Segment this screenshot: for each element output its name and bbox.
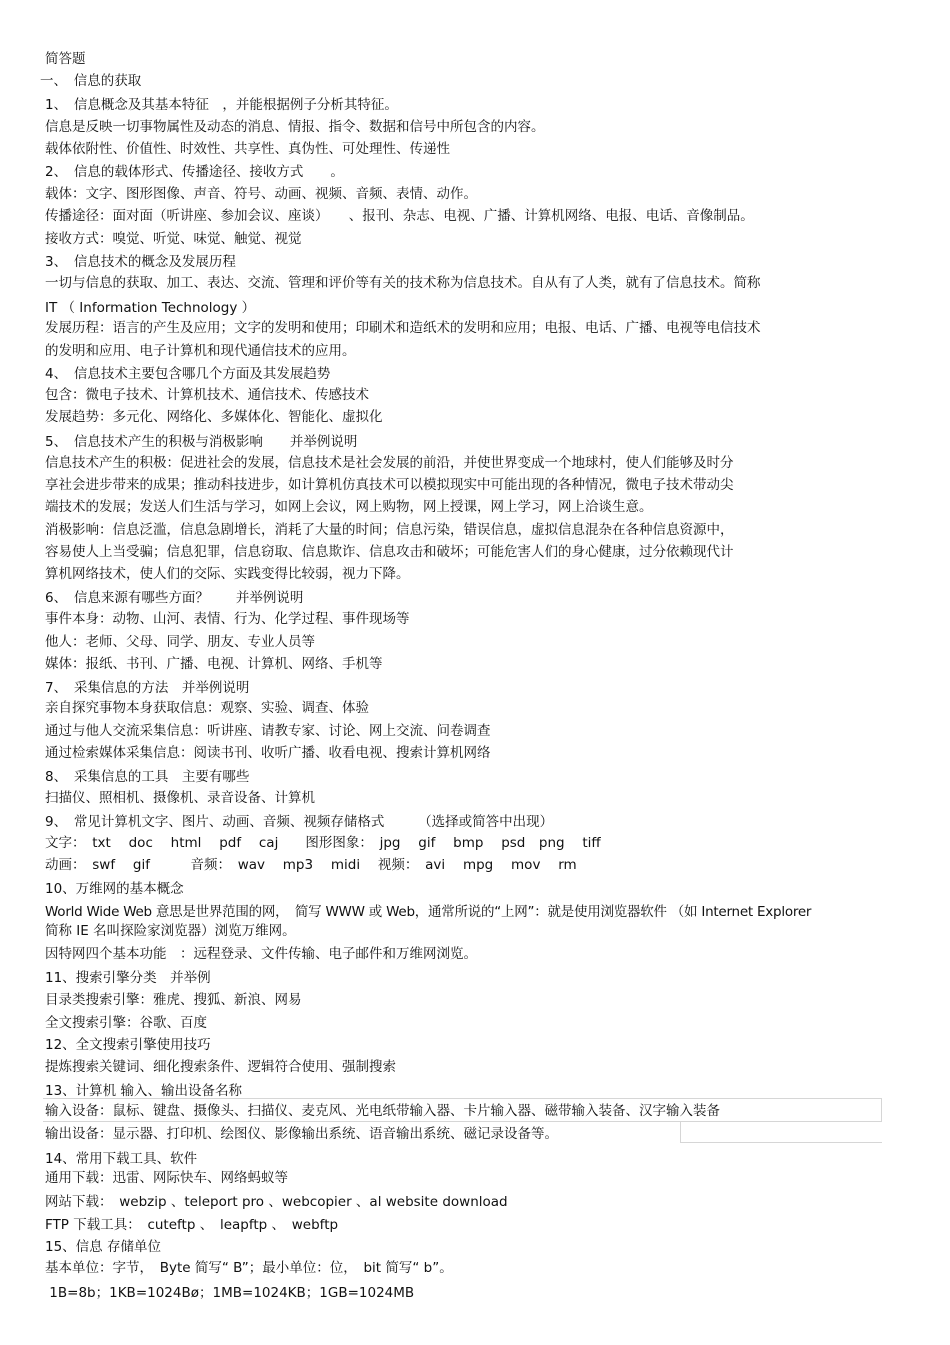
text-line: 传播途径：面对面（听讲座、参加会议、座谈） 、报刊、杂志、电视、广播、计算机网络、电报、电话、音像制品。 <box>45 208 754 224</box>
text-line: 文字： txt doc html pdf caj 图形图象： jpg gif bmp psd png tiff <box>45 835 601 851</box>
text-line: 输出设备：显示器、打印机、绘图仪、影像输出系统、语音输出系统、磁记录设备等。 <box>45 1126 558 1142</box>
question-heading: 6、 信息来源有哪些方面？ 并举例说明 <box>45 590 304 606</box>
text-line: 信息是反映一切事物属性及动态的消息、情报、指令、数据和信号中所包含的内容。 <box>45 119 545 135</box>
text-line: 动画： swf gif 音频： wav mp3 midi 视频： avi mpg mov rm <box>45 857 577 873</box>
text-line: 简称 IE 名叫探险家浏览器）浏览万维网。 <box>45 923 296 939</box>
question-heading: 7、 采集信息的方法 并举例说明 <box>45 680 250 696</box>
section-heading: 一、 信息的获取 <box>40 73 142 89</box>
text-line: 享社会进步带来的成果；推动科技进步，如计算机仿真技术可以模拟现实中可能出现的各种情况，微电子技术带动尖 <box>45 477 734 493</box>
text-line: 基本单位：字节， Byte 简写“ B”；最小单位：位， bit 简写“ b”。 <box>45 1260 453 1276</box>
text-line: 输入设备：鼠标、键盘、摄像头、扫描仪、麦克风、光电纸带输入器、卡片输入器、磁带输入装备、汉字输入装备 <box>45 1103 720 1119</box>
question-heading: 10、万维网的基本概念 <box>45 881 184 897</box>
text-line: 载体：文字、图形图像、声音、符号、动画、视频、音频、表情、动作。 <box>45 186 477 202</box>
text-line: 通用下载：迅雷、网际快车、网络蚂蚁等 <box>45 1170 288 1186</box>
text-line: 算机网络技术，使人们的交际、实践变得比较弱，视力下降。 <box>45 566 410 582</box>
text-line: 包含：微电子技术、计算机技术、通信技术、传感技术 <box>45 387 369 403</box>
text-line: 容易使人上当受骗；信息犯罪，信息窃取、信息欺诈、信息攻击和破坏；可能危害人们的身心健康，过分依赖现代计 <box>45 544 734 560</box>
question-heading: 4、 信息技术主要包含哪几个方面及其发展趋势 <box>45 366 331 382</box>
text-line: 通过与他人交流采集信息：听讲座、请教专家、讨论、网上交流、问卷调查 <box>45 723 491 739</box>
text-line: 端技术的发展；发送人们生活与学习，如网上会议，网上购物，网上授课，网上学习，网上洽谈生意。 <box>45 499 653 515</box>
question-heading: 9、 常见计算机文字、图片、动画、音频、视频存储格式 （选择或简答中出现） <box>45 814 554 830</box>
question-heading: 13、计算机 输入、输出设备名称 <box>45 1083 242 1099</box>
text-line: IT （ Information Technology ） <box>45 300 256 316</box>
question-heading: 5、 信息技术产生的积极与消极影响 并举例说明 <box>45 434 358 450</box>
text-line: 全文搜索引擎：谷歌、百度 <box>45 1015 207 1031</box>
text-line: 的发明和应用、电子计算机和现代通信技术的应用。 <box>45 343 356 359</box>
question-heading: 3、 信息技术的概念及发展历程 <box>45 254 236 270</box>
question-heading: 15、信息 存储单位 <box>45 1239 161 1255</box>
text-line: 消极影响：信息泛滥，信息急剧增长，消耗了大量的时间；信息污染，错误信息，虚拟信息混杂在各种信息资源中， <box>45 522 734 538</box>
text-line: 载体依附性、价值性、时效性、共享性、真伪性、可处理性、传递性 <box>45 141 450 157</box>
question-heading: 8、 采集信息的工具 主要有哪些 <box>45 769 250 785</box>
text-line: 通过检索媒体采集信息：阅读书刊、收听广播、收看电视、搜索计算机网络 <box>45 745 491 761</box>
text-line: 扫描仪、照相机、摄像机、录音设备、计算机 <box>45 790 315 806</box>
text-line: 网站下载： webzip 、teleport pro 、webcopier 、al website download <box>45 1194 508 1210</box>
text-line: 发展历程：语言的产生及应用；文字的发明和使用；印刷术和造纸术的发明和应用；电报、电话、广播、电视等电信技术 <box>45 320 761 336</box>
text-line: 媒体：报纸、书刊、广播、电视、计算机、网络、手机等 <box>45 656 383 672</box>
text-line: 发展趋势：多元化、网络化、多媒体化、智能化、虚拟化 <box>45 409 383 425</box>
text-line: 目录类搜索引擎：雅虎、搜狐、新浪、网易 <box>45 992 302 1008</box>
question-heading: 1、 信息概念及其基本特征 ，并能根据例子分析其特征。 <box>45 97 398 113</box>
question-heading: 12、全文搜索引擎使用技巧 <box>45 1037 211 1053</box>
text-line: World Wide Web 意思是世界范围的网， 简写 WWW 或 Web，通常所说的“上网”：就是使用浏览器软件 （如 Internet Explorer <box>45 904 812 920</box>
text-line: 他人：老师、父母、同学、朋友、专业人员等 <box>45 634 315 650</box>
text-line: 接收方式：嗅觉、听觉、味觉、触觉、视觉 <box>45 231 302 247</box>
text-line: 提炼搜索关键词、细化搜索条件、逻辑符合使用、强制搜索 <box>45 1059 396 1075</box>
text-line: 信息技术产生的积极：促进社会的发展，信息技术是社会发展的前沿，并使世界变成一个地球村，使人们能够及时分 <box>45 455 734 471</box>
text-line: 因特网四个基本功能 ：远程登录、文件传输、电子邮件和万维网浏览。 <box>45 946 477 962</box>
text-line: 亲自探究事物本身获取信息：观察、实验、调查、体验 <box>45 700 369 716</box>
text-line: 一切与信息的获取、加工、表达、交流、管理和评价等有关的技术称为信息技术。自从有了人类，就有了信息技术。简称 <box>45 275 761 291</box>
text-line: 1B=8b；1KB=1024Bø；1MB=1024KB；1GB=1024MB <box>45 1285 415 1301</box>
doc-title: 简答题 <box>45 51 86 67</box>
text-line: FTP 下载工具： cuteftp 、 leapftp 、 webftp <box>45 1217 339 1233</box>
question-heading: 11、搜索引擎分类 并举例 <box>45 970 211 986</box>
text-line: 事件本身：动物、山河、表情、行为、化学过程、事件现场等 <box>45 611 410 627</box>
question-heading: 14、常用下载工具、软件 <box>45 1151 198 1167</box>
question-heading: 2、 信息的载体形式、传播途径、接收方式 。 <box>45 164 344 180</box>
